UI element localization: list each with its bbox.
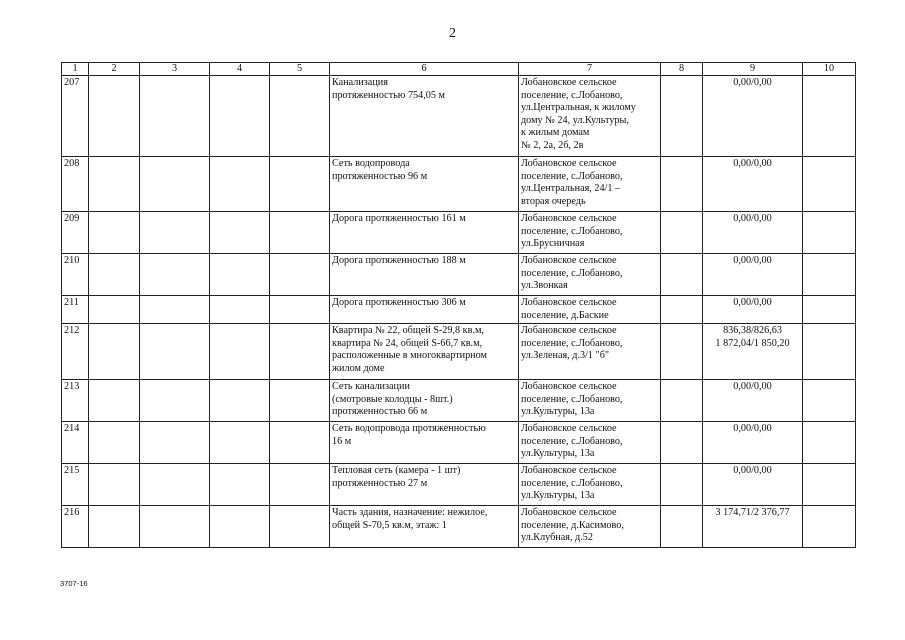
- empty-cell: [803, 422, 856, 464]
- row-number: 216: [62, 506, 89, 548]
- row-number: 214: [62, 422, 89, 464]
- object-name: Дорога протяженностью 306 м: [330, 296, 519, 324]
- empty-cell: [661, 464, 703, 506]
- object-address: Лобановское сельское поселение, с.Лобаново, ул.Брусничная: [519, 212, 661, 254]
- object-value: 0,00/0,00: [703, 254, 803, 296]
- empty-cell: [210, 380, 270, 422]
- table-header-row: [62, 63, 856, 76]
- empty-cell: [270, 212, 330, 254]
- object-address: Лобановское сельское поселение, с.Лобаново, ул.Центральная, 24/1 – вторая очередь: [519, 157, 661, 212]
- empty-cell: [89, 254, 140, 296]
- object-address: Лобановское сельское поселение, с.Лобаново, ул.Культуры, 13а: [519, 380, 661, 422]
- property-register-table: [61, 62, 856, 548]
- empty-cell: [210, 422, 270, 464]
- empty-cell: [140, 380, 210, 422]
- empty-cell: [661, 296, 703, 324]
- empty-cell: [140, 324, 210, 380]
- row-number: 215: [62, 464, 89, 506]
- empty-cell: [661, 157, 703, 212]
- object-name: Дорога протяженностью 161 м: [330, 212, 519, 254]
- empty-cell: [89, 212, 140, 254]
- object-name: Часть здания, назначение: нежилое, общей S-70,5 кв.м, этаж: 1: [330, 506, 519, 548]
- empty-cell: [140, 506, 210, 548]
- column-header: 4: [210, 63, 270, 76]
- empty-cell: [140, 212, 210, 254]
- column-header: 3: [140, 63, 210, 76]
- object-name: Сеть водопровода протяженностью 96 м: [330, 157, 519, 212]
- object-value: 0,00/0,00: [703, 422, 803, 464]
- empty-cell: [803, 296, 856, 324]
- empty-cell: [803, 506, 856, 548]
- object-value: 0,00/0,00: [703, 76, 803, 157]
- object-name: Сеть канализации (смотровые колодцы - 8шт.) протяженностью 66 м: [330, 380, 519, 422]
- object-value: 0,00/0,00: [703, 464, 803, 506]
- empty-cell: [661, 254, 703, 296]
- object-value: 836,38/826,63 1 872,04/1 850,20: [703, 324, 803, 380]
- column-header: 9: [703, 63, 803, 76]
- empty-cell: [89, 296, 140, 324]
- empty-cell: [661, 422, 703, 464]
- object-address: Лобановское сельское поселение, с.Лобаново, ул.Зеленая, д.3/1 "б": [519, 324, 661, 380]
- object-name: Тепловая сеть (камера - 1 шт) протяженностью 27 м: [330, 464, 519, 506]
- object-value: 0,00/0,00: [703, 380, 803, 422]
- empty-cell: [210, 76, 270, 157]
- empty-cell: [270, 506, 330, 548]
- empty-cell: [661, 324, 703, 380]
- row-number: 213: [62, 380, 89, 422]
- empty-cell: [661, 212, 703, 254]
- row-number: 209: [62, 212, 89, 254]
- empty-cell: [803, 464, 856, 506]
- empty-cell: [89, 157, 140, 212]
- table-row: [62, 76, 856, 157]
- empty-cell: [803, 212, 856, 254]
- table-row: [62, 324, 856, 380]
- empty-cell: [210, 296, 270, 324]
- object-address: Лобановское сельское поселение, д.Баские: [519, 296, 661, 324]
- empty-cell: [661, 76, 703, 157]
- object-name: Дорога протяженностью 188 м: [330, 254, 519, 296]
- object-value: 0,00/0,00: [703, 157, 803, 212]
- object-address: Лобановское сельское поселение, с.Лобаново, ул.Культуры, 13а: [519, 464, 661, 506]
- row-number: 212: [62, 324, 89, 380]
- empty-cell: [270, 296, 330, 324]
- empty-cell: [803, 380, 856, 422]
- column-header: 6: [330, 63, 519, 76]
- empty-cell: [210, 212, 270, 254]
- empty-cell: [803, 157, 856, 212]
- empty-cell: [803, 254, 856, 296]
- empty-cell: [89, 506, 140, 548]
- object-name: Квартира № 22, общей S-29,8 кв.м, квартира № 24, общей S-66,7 кв.м, расположенные в многоквартирном жилом доме: [330, 324, 519, 380]
- column-header: 10: [803, 63, 856, 76]
- empty-cell: [140, 254, 210, 296]
- table-row: [62, 254, 856, 296]
- empty-cell: [89, 324, 140, 380]
- table-row: [62, 296, 856, 324]
- object-value: 0,00/0,00: [703, 296, 803, 324]
- empty-cell: [270, 380, 330, 422]
- table-row: [62, 380, 856, 422]
- empty-cell: [661, 380, 703, 422]
- empty-cell: [270, 464, 330, 506]
- column-header: 8: [661, 63, 703, 76]
- document-code: 3707-16: [60, 579, 88, 588]
- empty-cell: [270, 76, 330, 157]
- table-row: [62, 464, 856, 506]
- object-address: Лобановское сельское поселение, с.Лобаново, ул.Культуры, 13а: [519, 422, 661, 464]
- table-row: [62, 422, 856, 464]
- object-address: Лобановское сельское поселение, д.Касимово, ул.Клубная, д.52: [519, 506, 661, 548]
- empty-cell: [210, 157, 270, 212]
- empty-cell: [803, 76, 856, 157]
- empty-cell: [210, 254, 270, 296]
- empty-cell: [140, 464, 210, 506]
- row-number: 210: [62, 254, 89, 296]
- object-address: Лобановское сельское поселение, с.Лобаново, ул.Звонкая: [519, 254, 661, 296]
- object-value: 0,00/0,00: [703, 212, 803, 254]
- page-number: 2: [449, 26, 456, 41]
- empty-cell: [661, 506, 703, 548]
- empty-cell: [89, 464, 140, 506]
- object-name: Сеть водопровода протяженностью 16 м: [330, 422, 519, 464]
- object-value: 3 174,71/2 376,77: [703, 506, 803, 548]
- empty-cell: [89, 76, 140, 157]
- empty-cell: [89, 422, 140, 464]
- empty-cell: [140, 157, 210, 212]
- empty-cell: [140, 296, 210, 324]
- empty-cell: [803, 324, 856, 380]
- object-address: Лобановское сельское поселение, с.Лобаново, ул.Центральная, к жилому дому № 24, ул.Культуры, к жилым домам № 2, 2а, 2б, 2в: [519, 76, 661, 157]
- column-header: 5: [270, 63, 330, 76]
- empty-cell: [210, 506, 270, 548]
- empty-cell: [140, 422, 210, 464]
- column-header: 2: [89, 63, 140, 76]
- table-row: [62, 212, 856, 254]
- object-name: Канализация протяженностью 754,05 м: [330, 76, 519, 157]
- empty-cell: [210, 464, 270, 506]
- empty-cell: [140, 76, 210, 157]
- empty-cell: [270, 422, 330, 464]
- column-header: 7: [519, 63, 661, 76]
- empty-cell: [270, 324, 330, 380]
- table-row: [62, 506, 856, 548]
- empty-cell: [210, 324, 270, 380]
- row-number: 207: [62, 76, 89, 157]
- empty-cell: [270, 157, 330, 212]
- column-header: 1: [62, 63, 89, 76]
- table-row: [62, 157, 856, 212]
- empty-cell: [89, 380, 140, 422]
- row-number: 211: [62, 296, 89, 324]
- row-number: 208: [62, 157, 89, 212]
- empty-cell: [270, 254, 330, 296]
